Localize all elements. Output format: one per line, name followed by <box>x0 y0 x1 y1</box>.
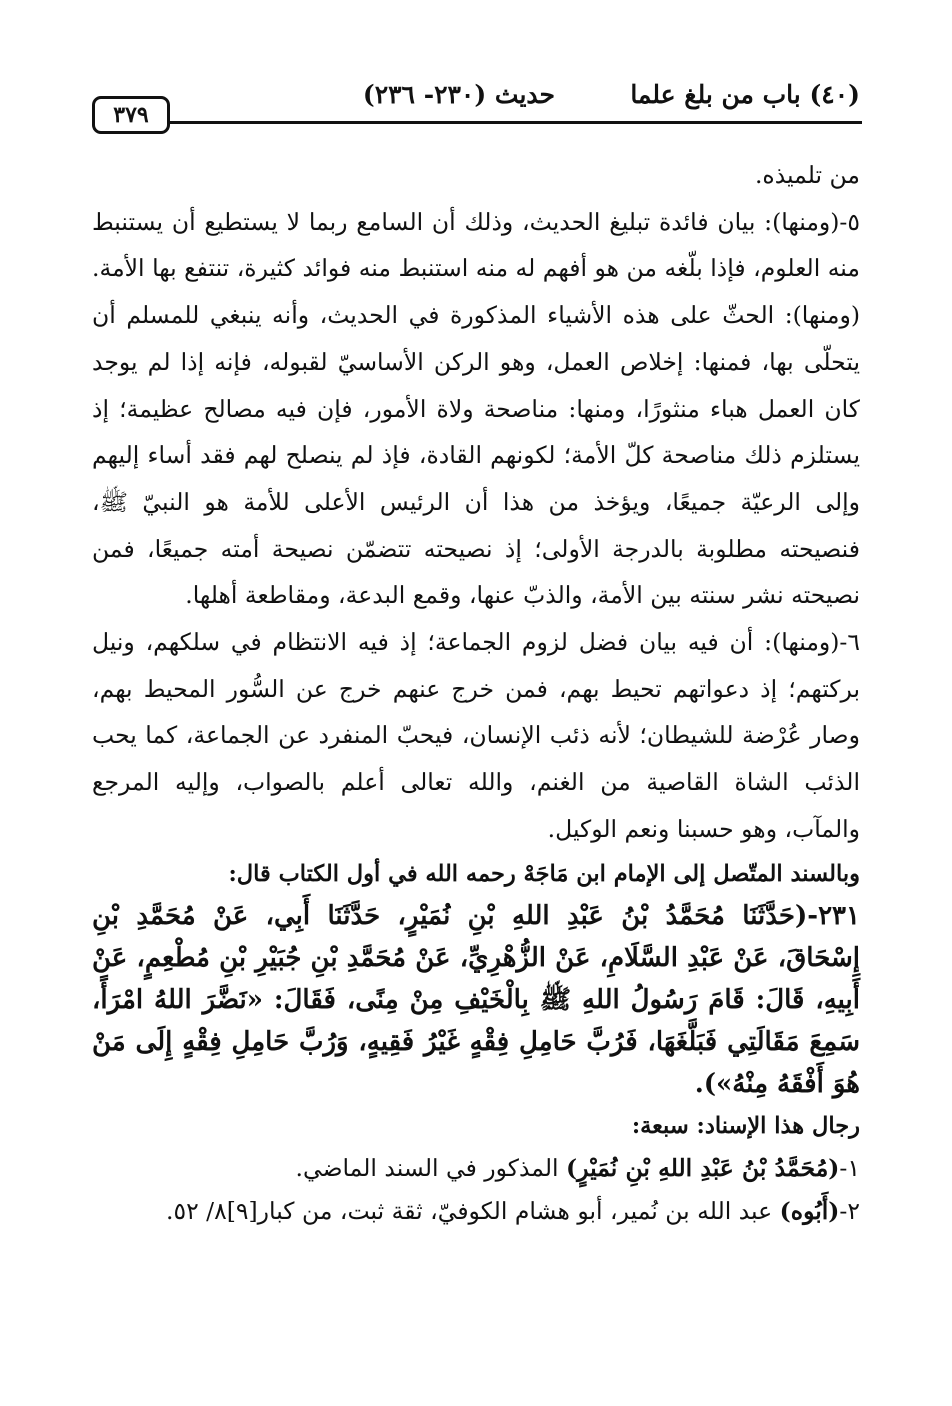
narrators-heading: رجال هذا الإسناد: سبعة: <box>631 1112 860 1139</box>
narrator-item <box>92 1190 860 1233</box>
narrator-number: ٢- <box>839 1196 860 1225</box>
narrator-name: (أَبُوه) <box>779 1196 840 1225</box>
narrator-description: عبد الله بن نُمير، أبو هشام الكوفيّ، ثقة ثبت، من كبار[٩]٨/ ٥٢. <box>165 1196 780 1225</box>
chapter-title: (٤٠) باب من بلغ علما <box>630 80 860 109</box>
narrator-number: ١- <box>839 1153 860 1182</box>
section-heading: وبالسند المتّصل إلى الإمام ابن مَاجَهْ رحمه الله في أول الكتاب قال: <box>228 860 860 887</box>
narrator-name: (مُحَمَّدُ بْنُ عَبْدِ اللهِ بْنِ نُمَيْرٍ) <box>566 1153 840 1182</box>
page-number: ٣٧٩ <box>92 96 170 134</box>
header-rule <box>170 121 862 124</box>
hadith-text: ٢٣١-(حَدَّثَنَا مُحَمَّدُ بْنُ عَبْدِ اللهِ بْنِ نُمَيْرٍ، حَدَّثَنَا أَبِي، عَنْ مُحَمَّدِ بْنِ إِسْحَاقَ، عَنْ عَبْدِ السَّلَامِ، عَنْ الزُّهْرِيِّ، عَنْ مُحَمَّدِ بْنِ جُبَيْرِ بْنِ مُطْعِمٍ، عَنْ أَبِيهِ، قَالَ: قَامَ رَسُولُ اللهِ ﷺ بِالْخَيْفِ مِنْ مِنًى، فَقَالَ: «نَضَّرَ اللهُ امْرَأً، سَمِعَ مَقَالَتِي فَبَلَّغَهَا، فَرُبَّ حَامِلِ فِقْهٍ غَيْرُ فَقِيهٍ، وَرُبَّ حَامِلِ فِقْهٍ إِلَى مَنْ هُوَ أَفْقَهُ مِنْهُ»). <box>92 900 860 1099</box>
narrator-description: المذكور في السند الماضي. <box>295 1153 567 1182</box>
body-text <box>92 152 860 1233</box>
narrator-item <box>92 1147 860 1190</box>
paragraph: ٥-(ومنها): بيان فائدة تبليغ الحديث، وذلك أن السامع ربما لا يستطيع أن يستنبط منه العلوم، فإذا بلّغه من هو أفهم له منه استنبط منه فوائد كثيرة، تنتفع بها الأمة.(ومنها): الحثّ على هذه الأشياء المذكورة في الحديث، وأنه ينبغي للمسلم أن يتحلّى بها، فمنها: إخلاص العمل، وهو الركن الأساسيّ لقبوله، فإنه إذا لم يوجد كان العمل هباء منثورًا، ومنها: مناصحة ولاة الأمور، فإن فيه مصالح عظيمة؛ إذ يستلزم ذلك مناصحة كلّ الأمة؛ لكونهم القادة، فإذ لم ينصلح لهم فقد أساء إليهم وإلى الرعيّة جميعًا، ويؤخذ من هذا أن الرئيس الأعلى للأمة هو النبيّ ﷺ، فنصيحته مطلوبة بالدرجة الأولى؛ إذ نصيحته تتضمّن نصيحة أمته جميعًا، فمن نصيحته نشر سنته بين الأمة، والذبّ عنها، وقمع البدعة، ومقاطعة أهلها. <box>92 207 860 610</box>
paragraph: من تلميذه. <box>754 161 860 189</box>
hadith-range: حديث (٢٣٠- ٢٣٦) <box>362 80 555 109</box>
paragraph: ٦-(ومنها): أن فيه بيان فضل لزوم الجماعة؛ إذ فيه الانتظام في سلكهم، ونيل بركتهم؛ إذ دعواتهم تحيط بهم، فمن خرج عنهم خرج عن السُّور المحيط بهم، وصار عُرْضة للشيطان؛ لأنه ذئب الإنسان، فيحبّ المنفرد عن الجماعة، كما يحب الذئب الشاة القاصية من الغنم، والله تعالى أعلم بالصواب، وإليه المرجع والمآب، وهو حسبنا ونعم الوكيل. <box>92 628 860 843</box>
